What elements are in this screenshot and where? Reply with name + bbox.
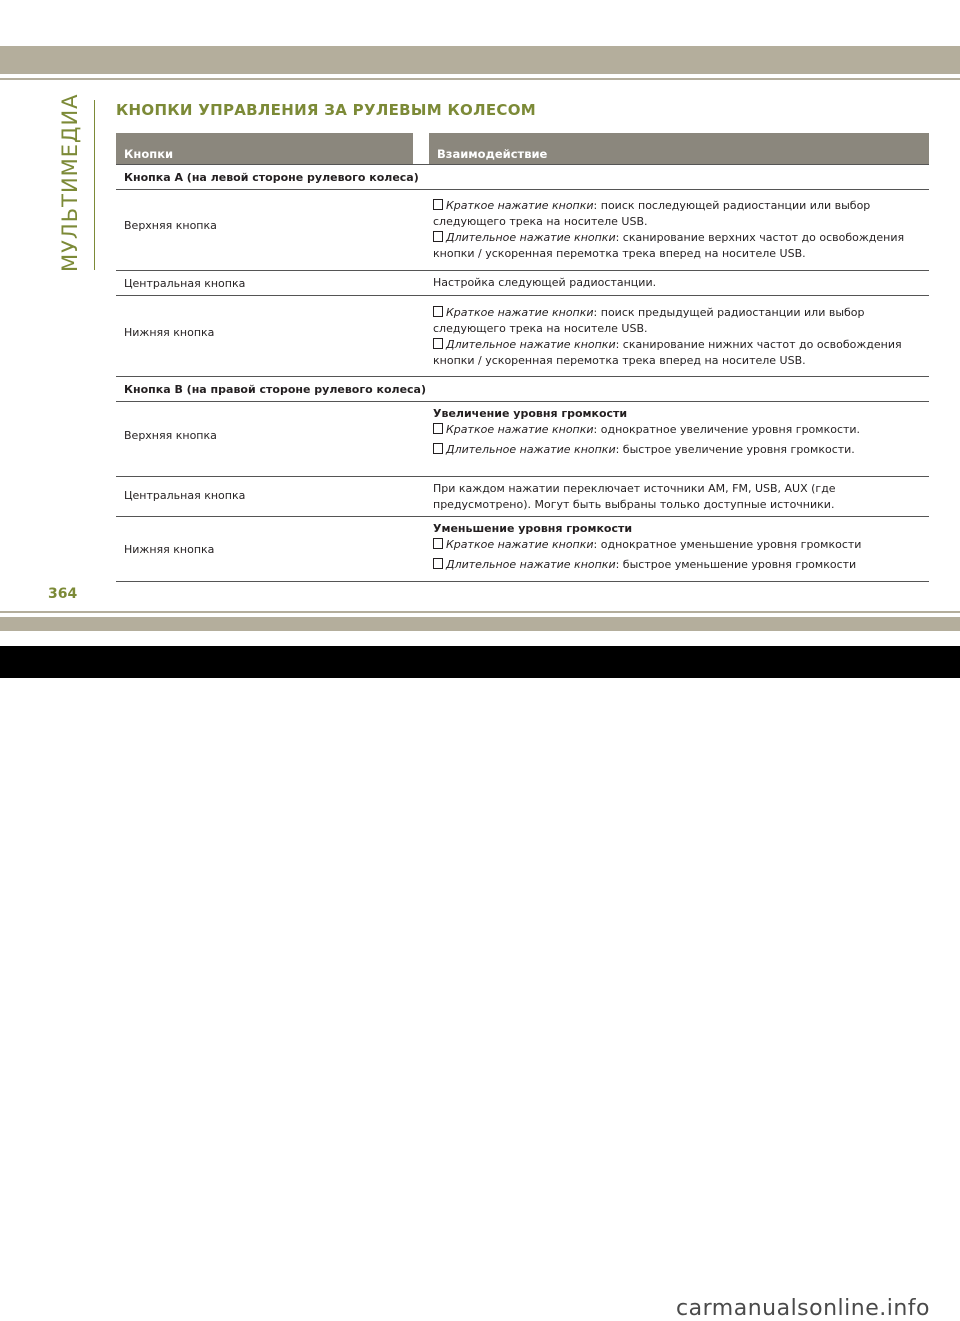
header-interaction: Взаимодействие xyxy=(429,133,929,164)
button-interaction: Настройка следующей радиостанции. xyxy=(433,276,657,289)
button-name: Нижняя кнопка xyxy=(124,543,215,556)
checkbox-icon xyxy=(433,306,443,317)
bottom-rule xyxy=(0,611,960,613)
table-header xyxy=(116,133,929,164)
button-interaction: Увеличение уровня громкости Краткое нажатие кнопки: однократное увеличение уровня громкости. Длительное нажатие кнопки: быстрое увеличение уровня громкости. xyxy=(433,406,923,458)
top-rule xyxy=(0,78,960,80)
table-row xyxy=(116,402,929,476)
table-row xyxy=(116,271,929,295)
footer-bar xyxy=(0,646,960,1321)
checkbox-icon xyxy=(433,338,443,349)
controls-table xyxy=(116,133,929,582)
page-title: КНОПКИ УПРАВЛЕНИЯ ЗА РУЛЕВЫМ КОЛЕСОМ xyxy=(116,101,536,119)
checkbox-icon xyxy=(433,199,443,210)
page-number: 364 xyxy=(48,586,78,602)
button-name: Нижняя кнопка xyxy=(124,326,215,339)
checkbox-icon xyxy=(433,538,443,549)
button-interaction: Краткое нажатие кнопки: поиск предыдущей радиостанции или выбор следующего трека на носителе USB. Длительное нажатие кнопки: сканирование нижних частот до освобождения кнопки / ускоренная перемотка трека вперед на носителе USB. xyxy=(433,306,902,367)
button-name: Центральная кнопка xyxy=(124,489,246,502)
button-name: Верхняя кнопка xyxy=(124,219,217,232)
button-name: Верхняя кнопка xyxy=(124,429,217,442)
table-row xyxy=(116,517,929,581)
table-row xyxy=(116,190,929,270)
row-subtitle: Уменьшение уровня громкости xyxy=(433,522,633,535)
checkbox-icon xyxy=(433,423,443,434)
section-button-a: Кнопка A (на левой стороне рулевого колеса) xyxy=(124,171,419,184)
checkbox-icon xyxy=(433,231,443,242)
row-subtitle: Увеличение уровня громкости xyxy=(433,407,628,420)
section-button-b: Кнопка B (на правой стороне рулевого колеса) xyxy=(124,383,427,396)
button-interaction: При каждом нажатии переключает источники AM, FM, USB, AUX (где предусмотрено). Могут быть выбраны только доступные источники. xyxy=(433,482,836,511)
side-rule xyxy=(94,100,95,270)
header-buttons: Кнопки xyxy=(116,133,413,164)
side-section-title: МУЛЬТИМЕДИА xyxy=(58,93,82,272)
checkbox-icon xyxy=(433,443,443,454)
table-row xyxy=(116,296,929,376)
watermark: carmanualsonline.info xyxy=(676,1296,930,1321)
checkbox-icon xyxy=(433,558,443,569)
button-name: Центральная кнопка xyxy=(124,277,246,290)
button-interaction: Краткое нажатие кнопки: поиск последующей радиостанции или выбор следующего трека на носителе USB. Длительное нажатие кнопки: сканирование верхних частот до освобождения кнопки / ускоренная перемотка трека вперед на носителе USB. xyxy=(433,199,905,260)
bottom-band xyxy=(0,617,960,631)
button-interaction: Уменьшение уровня громкости Краткое нажатие кнопки: однократное уменьшение уровня громкости Длительное нажатие кнопки: быстрое уменьшение уровня громкости xyxy=(433,521,923,573)
table-row xyxy=(116,477,929,516)
top-band xyxy=(0,46,960,74)
